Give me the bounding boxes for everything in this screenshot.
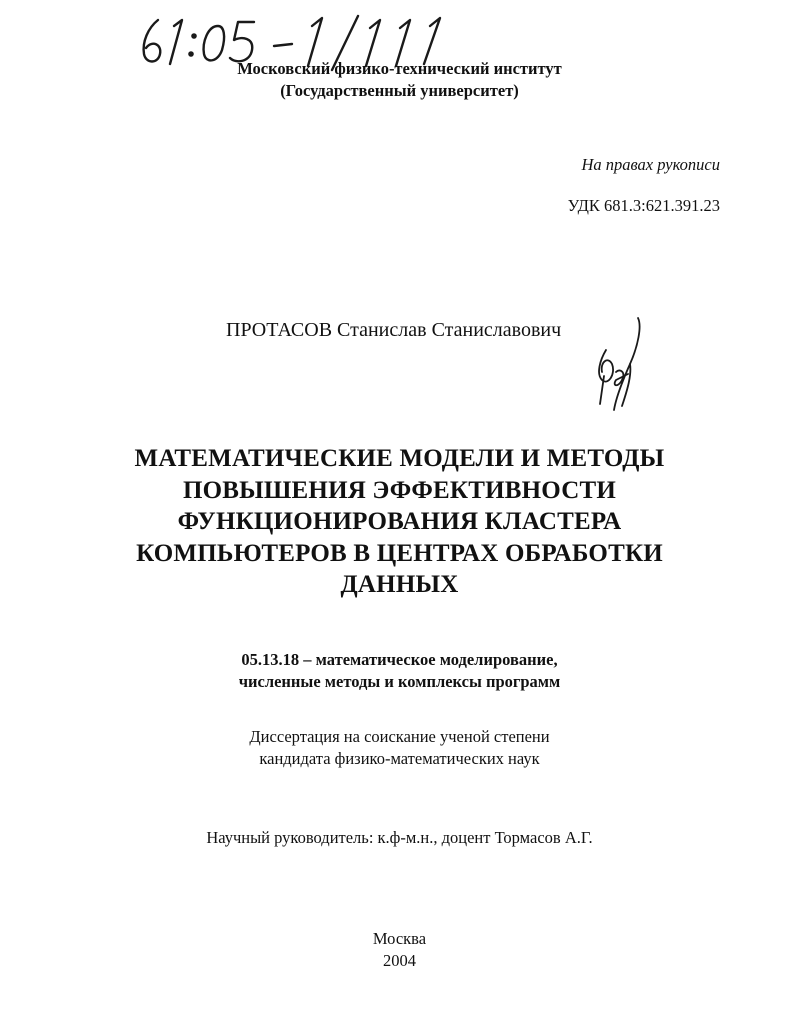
degree-note — [0, 726, 799, 770]
author-name: ПРОТАСОВ Станислав Станиславович — [226, 319, 562, 341]
city: Москва — [372, 929, 427, 948]
institute-name-line2: (Государственный университет) — [280, 81, 519, 100]
place-and-year — [0, 928, 799, 972]
author-signature — [586, 316, 656, 416]
manuscript-note: На правах рукописи — [581, 155, 720, 174]
udc-code: УДК 681.3:621.391.23 — [567, 196, 720, 215]
specialty-code — [0, 649, 799, 693]
year: 2004 — [383, 951, 416, 970]
degree-line2: кандидата физико-математических наук — [259, 749, 540, 768]
thesis-title-line: КОМПЬЮТЕРОВ В ЦЕНТРАХ ОБРАБОТКИ — [136, 539, 663, 567]
specialty-line2: численные методы и комплексы программ — [238, 672, 561, 691]
degree-line1: Диссертация на соискание ученой степени — [249, 727, 550, 746]
thesis-title-line: ФУНКЦИОНИРОВАНИЯ КЛАСТЕРА — [177, 508, 622, 535]
scientific-supervisor: Научный руководитель: к.ф-м.н., доцент Тормасов А.Г. — [206, 828, 593, 847]
institute-name — [0, 58, 799, 102]
thesis-title — [0, 443, 799, 601]
thesis-title-line: ДАННЫХ — [340, 571, 459, 598]
specialty-line1: 05.13.18 – математическое моделирование, — [241, 650, 558, 669]
thesis-title-line: ПОВЫШЕНИЯ ЭФФЕКТИВНОСТИ — [182, 476, 617, 504]
institute-name-line1: Московский физико-технический институт — [237, 59, 562, 78]
thesis-title-line: МАТЕМАТИЧЕСКИЕ МОДЕЛИ И МЕТОДЫ — [134, 445, 665, 472]
